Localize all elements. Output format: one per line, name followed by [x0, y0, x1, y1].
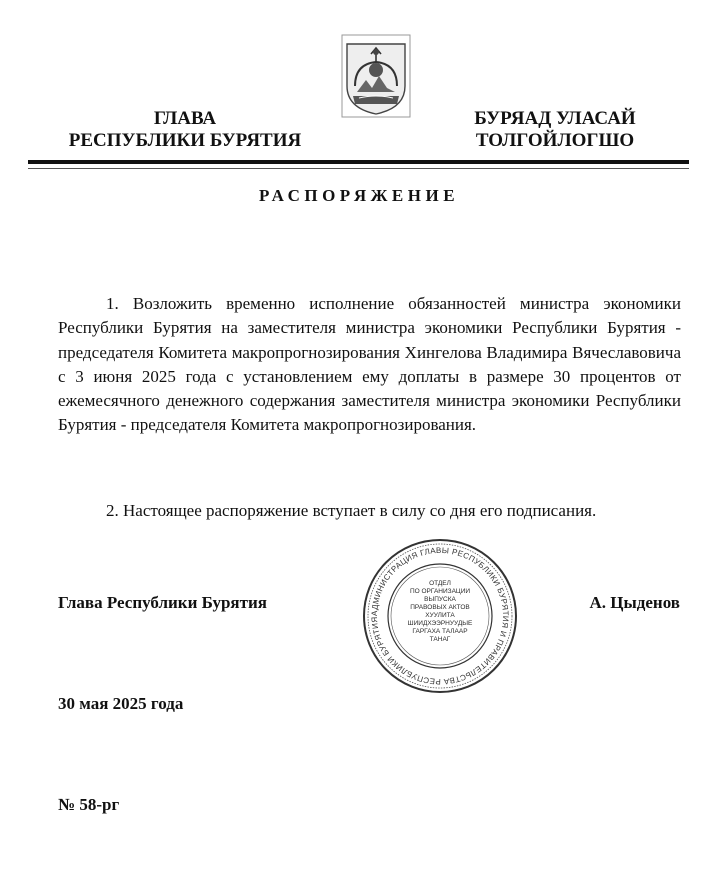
- issuer-header-left: [40, 108, 330, 152]
- seal-line: ХУУЛИТА: [425, 612, 455, 619]
- coat-of-arms-emblem: [341, 34, 411, 118]
- order-paragraph-1: [58, 292, 681, 438]
- document-date: 30 мая 2025 года: [58, 694, 184, 713]
- paragraph-1-text: 1. Возложить временно исполнение обязанностей министра экономики Республики Бурятия на заместителя министра экономики Республики Бурятия - председателя Комитета макропрогнозирования Хингелова Владимира Вячеславовича с 3 июня 2025 года с установлением ему доплаты в размере 30 процентов от ежемесячного денежного содержания заместителя министра экономики Республики Бурятия - председателя Комитета макропрогнозирования.: [58, 294, 681, 435]
- signatory-name: А. Цыденов: [589, 593, 680, 612]
- seal-line: ПРАВОВЫХ АКТОВ: [410, 604, 470, 611]
- header-divider-thin: [28, 168, 689, 169]
- header-divider-thick: [28, 160, 689, 164]
- document-title: РАСПОРЯЖЕНИЕ: [258, 186, 460, 205]
- issuer-right-line1: БУРЯАД УЛАСАЙ: [474, 108, 636, 129]
- seal-line: ОТДЕЛ: [429, 580, 451, 587]
- seal-line: ВЫПУСКА: [424, 596, 456, 603]
- seal-line: ШИИДХЭЭРНУУДЫЕ: [407, 620, 473, 627]
- seal-line: ТАНАГ: [429, 636, 451, 643]
- order-paragraph-2: [58, 499, 681, 523]
- seal-inner-text: [400, 580, 480, 644]
- paragraph-2-text: 2. Настоящее распоряжение вступает в силу со дня его подписания.: [106, 501, 597, 520]
- seal-line: ПО ОРГАНИЗАЦИИ: [409, 588, 471, 595]
- issuer-left-line2: РЕСПУБЛИКИ БУРЯТИЯ: [68, 130, 302, 151]
- document-number: № 58-рг: [58, 795, 120, 814]
- issuer-right-line2: ТОЛГОЙЛОГШО: [475, 130, 635, 151]
- seal-ring-text: АДМИНИСТРАЦИЯ ГЛАВЫ РЕСПУБЛИКИ БУРЯТИЯ И ПРАВИТЕЛЬСТВА РЕСПУБЛИКИ БУРЯТИЯ: [369, 545, 511, 687]
- issuer-header-right: [420, 108, 690, 152]
- signatory-position: Глава Республики Бурятия: [58, 593, 267, 612]
- seal-line: ГАРГАХА ТАЛААР: [412, 628, 468, 635]
- issuer-left-line1: ГЛАВА: [153, 108, 217, 129]
- official-seal-stamp: [360, 536, 520, 696]
